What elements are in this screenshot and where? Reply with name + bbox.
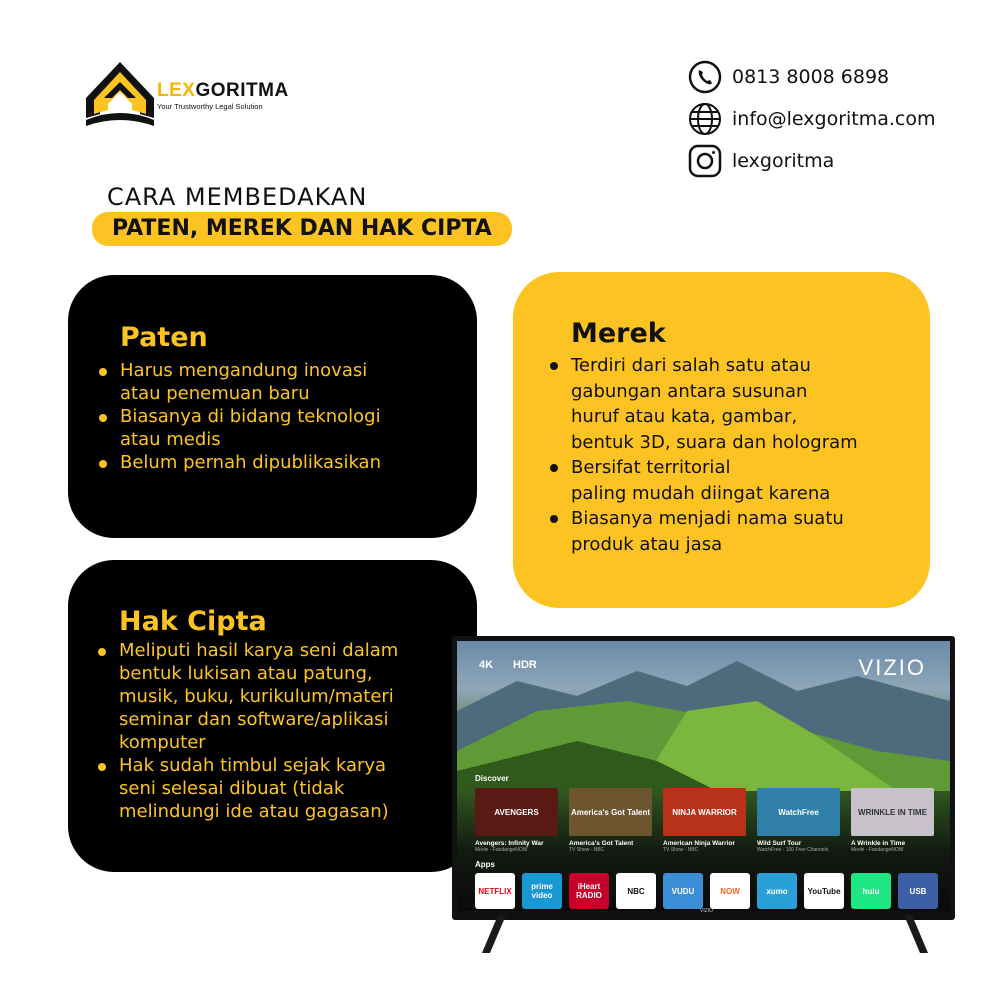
tv-app-vudu: VUDU <box>663 873 703 909</box>
tv-tile-art: AVENGERS <box>475 788 558 836</box>
list-item: atau penemuan baru <box>120 383 310 404</box>
list-item: Meliputi hasil karya seni dalam <box>98 639 398 662</box>
list-item: bentuk 3D, suara dan hologram <box>571 431 858 453</box>
tv-tile <box>757 788 840 853</box>
tv-screen <box>457 641 950 911</box>
brand-name: LEXGORITMA <box>157 80 289 101</box>
card-hak-cipta-list <box>98 639 398 823</box>
list-item: seni selesai dibuat (tidak <box>119 778 345 799</box>
list-item: seminar dan software/aplikasi <box>119 709 389 730</box>
tv-bezel-logo: VIZIO <box>700 908 714 914</box>
tv-tile-title: Avengers: Infinity War <box>475 840 544 847</box>
list-item: melindungi ide atau gagasan) <box>119 801 389 822</box>
tv-badge-4k: 4K <box>479 659 494 671</box>
tv-app-prime-video: prime video <box>522 873 562 909</box>
list-item: atau medis <box>120 429 221 450</box>
tv-app-youtube: YouTube <box>804 873 844 909</box>
contact-email[interactable] <box>688 102 936 136</box>
tv-tile-title: Wild Surf Tour <box>757 840 802 847</box>
tv-tile-art: WRINKLE IN TIME <box>851 788 934 836</box>
tv-tile-title: America's Got Talent <box>569 840 634 847</box>
page-title-line2: PATEN, MEREK DAN HAK CIPTA <box>92 212 512 246</box>
tv-apps-row <box>475 873 938 909</box>
tv-tile-art: NINJA WARRIOR <box>663 788 746 836</box>
instagram-handle: lexgoritma <box>732 150 835 172</box>
list-item: bentuk lukisan atau patung, <box>119 663 373 684</box>
list-item: produk atau jasa <box>571 533 723 555</box>
list-item: Harus mengandung inovasi <box>99 359 381 382</box>
tv-tile <box>475 788 558 853</box>
tv-discover-label: Discover <box>475 774 509 783</box>
page-title-line1: CARA MEMBEDAKAN <box>107 183 368 211</box>
tv-tile <box>569 788 652 853</box>
instagram-icon <box>688 144 722 178</box>
phone-icon <box>688 60 722 94</box>
globe-icon <box>688 102 722 136</box>
tv-apps-label: Apps <box>475 860 495 869</box>
phone-number: 0813 8008 6898 <box>732 66 890 88</box>
tv-tile-sub: Movie - FandangoNOW <box>851 847 904 853</box>
tv-brand-logo: VIZIO <box>858 655 926 680</box>
lexgoritma-logo-icon <box>80 58 160 128</box>
tv-app-xumo: xumo <box>757 873 797 909</box>
tv-tile-sub: Movie - FandangoNOW <box>475 847 528 853</box>
list-item: Terdiri dari salah satu atau <box>550 353 858 379</box>
list-item: Bersifat territorial <box>550 455 858 481</box>
list-item: musik, buku, kurikulum/materi <box>119 686 394 707</box>
card-paten-heading: Paten <box>120 322 208 353</box>
tv-discover-row <box>475 788 934 853</box>
tv-app-nbc: NBC <box>616 873 656 909</box>
tv-app-hulu: hulu <box>851 873 891 909</box>
card-merek-list <box>550 353 858 557</box>
card-merek-heading: Merek <box>571 318 666 349</box>
email-address: info@lexgoritma.com <box>732 108 936 130</box>
contact-instagram[interactable] <box>688 144 834 178</box>
tv-app-netflix: NETFLIX <box>475 873 515 909</box>
list-item: Belum pernah dipublikasikan <box>99 451 381 474</box>
tv-image <box>452 636 955 920</box>
list-item: gabungan antara susunan <box>571 380 808 402</box>
card-paten <box>68 275 477 538</box>
list-item: huruf atau kata, gambar, <box>571 406 798 427</box>
tv-app-fandangonow: NOW <box>710 873 750 909</box>
tv-tile <box>851 788 934 853</box>
tv-tile-title: American Ninja Warrior <box>663 840 736 847</box>
tv-tile-title: A Wrinkle in Time <box>851 840 906 847</box>
tv-tile-sub: TV Show - NBC <box>569 847 605 853</box>
tv-app-iheartradio: iHeart RADIO <box>569 873 609 909</box>
card-hak-cipta-heading: Hak Cipta <box>119 606 267 637</box>
list-item: Biasanya menjadi nama suatu <box>550 506 858 532</box>
contact-phone[interactable] <box>688 60 889 94</box>
tv-tile <box>663 788 746 853</box>
tv-app-usb: USB <box>898 873 938 909</box>
tv-tile-art: WatchFree <box>757 788 840 836</box>
card-merek <box>513 272 930 608</box>
list-item: paling mudah diingat karena <box>571 482 831 504</box>
brand-tagline: Your Trustworthy Legal Solution <box>157 102 263 111</box>
tv-stand <box>470 915 940 955</box>
list-item: Hak sudah timbul sejak karya <box>98 754 398 777</box>
list-item: Biasanya di bidang teknologi <box>99 405 381 428</box>
tv-tile-art: America's Got Talent <box>569 788 652 836</box>
list-item: komputer <box>119 732 206 753</box>
tv-tile-sub: WatchFree - 100 Free Channels <box>757 847 829 853</box>
tv-badge-hdr: HDR <box>513 659 537 671</box>
card-hak-cipta <box>68 560 477 872</box>
card-paten-list <box>99 359 381 474</box>
tv-tile-sub: TV Show - NBC <box>663 847 699 853</box>
